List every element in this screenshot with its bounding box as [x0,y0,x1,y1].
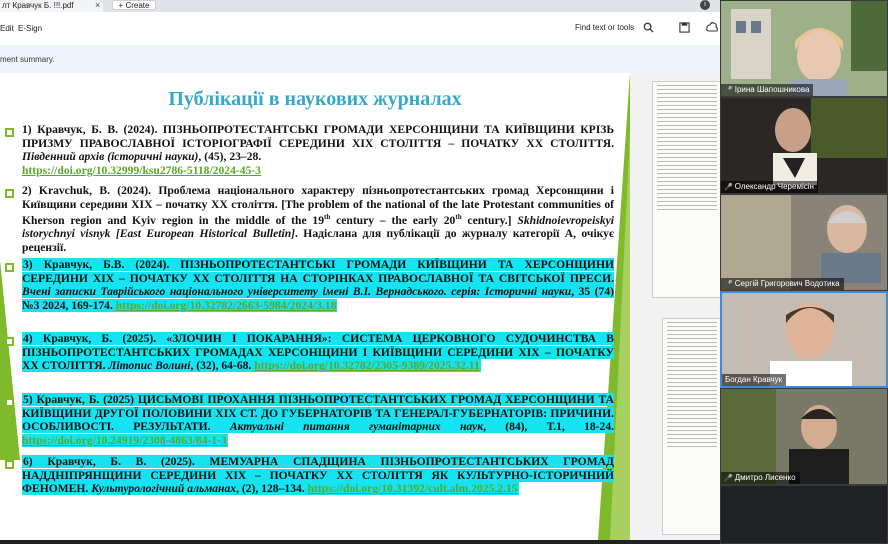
publication-3 [22,258,614,312]
participant-name-text: Дмитро Лисенко [734,473,796,482]
bullet-icon [5,460,14,469]
participant-name-text: Сергій Григорович Водотика [734,279,840,288]
mic-muted-icon: 🎤 [724,87,733,94]
bullet-icon [5,128,14,137]
ref-tail: , (84), Т.1, 18-24. [483,420,615,433]
participant-name-text: Олександр Черемісін [734,182,814,191]
participant-name [721,278,844,290]
ref-link[interactable]: https://doi.org/10.31392/cult.alm.2025.2.15 [307,482,518,495]
ref-tail: . Надіслана для публікації до журналу категорії А, очікує рецензії. [22,227,614,254]
bullet-icon [5,398,14,407]
document-page-thumbnail[interactable] [662,318,722,535]
find-tools-button[interactable]: Find text or tools [575,23,635,32]
slide-title: Публікації в наукових журналах [168,88,462,110]
ref-text: 5) Кравчук, Б. (2025) ЦИСЬМОВІ ПРОХАННЯ ПІЗНЬОПРОТЕСТАНТСЬКИХ ГРОМАД ХЕРСОНЩИНИ ТА КИЇВЩИНИ ДРУГОЇ ПОЛОВИНИ ХІХ СТ. ДО ГУБЕРНАТОРІВ ТА ГЕНЕРАЛ-ГУБЕРНАТОРІВ: ПРИЧИНИ. ОСОБЛИВОСТІ. РЕЗУЛЬТАТИ. [22,393,614,433]
pdf-tab[interactable] [0,0,103,12]
ref-link[interactable]: https://doi.org/10.32782/2663-5984/2024/3.18 [115,298,337,312]
summary-banner [0,45,720,74]
publication-6 [22,455,614,496]
video-frame-image [721,195,888,291]
participant-video-2[interactable] [720,97,888,194]
ref-link[interactable]: https://doi.org/10.24919/2308-4863/84-1-3 [22,433,227,447]
mic-muted-icon: 🎤 [724,475,733,482]
slide-decoration-left [0,260,20,460]
ref-text: 6) Кравчук, Б. В. (2025). МЕМУАРНА СПАДЩИНА ПІЗНЬОПРОТЕСТАНТСЬКИХ ГРОМАД НАДДНІПРЯНЩИНИ СЕРЕДИНИ ХІХ – ПОЧАТКУ ХХ СТОЛІТТЯ ЯК КУЛЬТУРНО-ІСТОРИЧНИЙ ФЕНОМЕН. [22,455,614,495]
cloud-icon[interactable] [706,22,718,36]
participant-name [721,84,813,96]
publication-4 [22,332,614,373]
ref-tail: , 35 (74) №3 2024, 169-174. [22,285,614,312]
ref-text: century.] [461,213,512,227]
ref-journal: Культурологічний альманах [91,482,237,495]
pdf-toolbar [0,12,720,46]
ref-tail: , (45), 23–28. [198,150,262,163]
ref-text: century – the early 20 [330,213,456,227]
video-frame-image [721,389,888,485]
publication-2 [22,184,614,254]
mic-muted-icon: 🎤 [724,184,733,191]
ref-journal: Літопис Волині [108,359,191,372]
ref-journal: Південний архів (історичні науки) [22,150,199,163]
video-grid-empty [720,485,888,544]
edit-menu[interactable]: Edit [0,24,14,33]
video-frame-image [721,1,888,97]
info-icon[interactable]: i [700,0,710,10]
participant-video-3[interactable] [720,194,888,291]
ref-journal: Актуальні питання гуманітарних наук [229,420,484,433]
ref-link[interactable]: https://doi.org/10.32999/ksu2786-5118/2024-45-3 [22,163,261,177]
participant-name-text: Ірина Шапошникова [734,85,810,94]
mic-muted-icon: 🎤 [724,281,733,288]
participant-video-1[interactable] [720,0,888,97]
participant-name [721,472,800,484]
banner-text: ment summary. [0,55,55,64]
bullet-icon [5,263,14,272]
video-frame-image [721,98,888,194]
ref-text: 4) Кравчук, Б. (2025). «ЗЛОЧИН І ПОКАРАННЯ»: СИСТЕМА ЦЕРКОВНОГО СУДОЧИНСТВА В ПІЗНЬОПРОТЕСТАНТСЬКИХ ГРОМАДАХ ХЕРСОНЩИНИ І КИЇВЩИНИ СЕРЕДИНИ ХІХ – ПОЧАТКУ ХХ СТОЛІТТЯ. [22,332,614,372]
ref-text: 3) Кравчук, Б.В. (2024). ПІЗНЬОПРОТЕСТАНТСЬКІ ГРОМАДИ КИЇВЩИНИ ТА ХЕРСОНЩИНИ СЕРЕДИНИ ХІХ – ПОЧАТКУ ХХ СТОЛІТТЯ НА СТОРІНКАХ ПРАВОСЛАВНОЇ ТА СВІТСЬКОЇ ПРЕСИ. [22,258,614,285]
ref-text: 2) Kravchuk, B. (2024). Проблема національного характеру пізньопротестантських громад Херсонщини і Київщини середини ХІХ – початку ХХ століття. [The problem of the national of the late Protestant communities of Kherson region and Kyiv region in the middle of the 19 [22,184,614,227]
document-page-thumbnail[interactable] [652,81,722,298]
bullet-icon [5,337,14,346]
ref-text: 1) Кравчук, Б. В. (2024). ПІЗНЬОПРОТЕСТАНТСЬКІ ГРОМАДИ ХЕРСОНЩИНИ ТА КИЇВЩИНИ КРІЗЬ ПРИЗМУ ПРАВОСЛАВНОЇ ІСТОРІОГРАФІЇ СЕРЕДИНИ ХІХ СТОЛІТТЯ – ПОЧАТКУ ХХ СТОЛІТТЯ. [22,123,614,150]
ref-tail: , (32), 64-68. [190,359,252,372]
create-button[interactable]: + Create [112,0,156,10]
search-icon[interactable] [643,22,654,36]
ref-journal: Skhidnoievropeiskyi istorychnyi visnyk [22,213,615,241]
close-icon[interactable]: × [95,0,101,10]
esign-menu[interactable]: E-Sign [18,24,43,33]
participant-name [722,374,786,386]
ref-tail: , (2), 128–134. [236,482,305,495]
ref-sup: th [324,213,331,221]
bottom-strip [0,540,720,544]
publication-5 [22,393,614,447]
tab-title: лт Кравчук Б. !!!.pdf [2,1,74,10]
participant-video-4-active[interactable] [720,291,888,388]
ref-link[interactable]: https://doi.org/10.32782/2305-9389/2025.32.11 [254,359,480,372]
document-preview-panel [630,73,720,540]
ref-journal-en: [East European Historical Bulletin] [115,227,296,241]
publication-1 [22,123,614,177]
participant-name [721,181,818,193]
ref-journal: Вчені записки Таврійського національного університету імені В.І. Вернадського. серія: Історичні науки [22,285,572,298]
save-icon[interactable] [679,22,690,36]
ref-sup: th [455,213,462,221]
participant-name-text: Богдан Кравчук [725,375,783,384]
participant-video-5[interactable] [720,388,888,485]
bullet-icon [5,189,14,198]
